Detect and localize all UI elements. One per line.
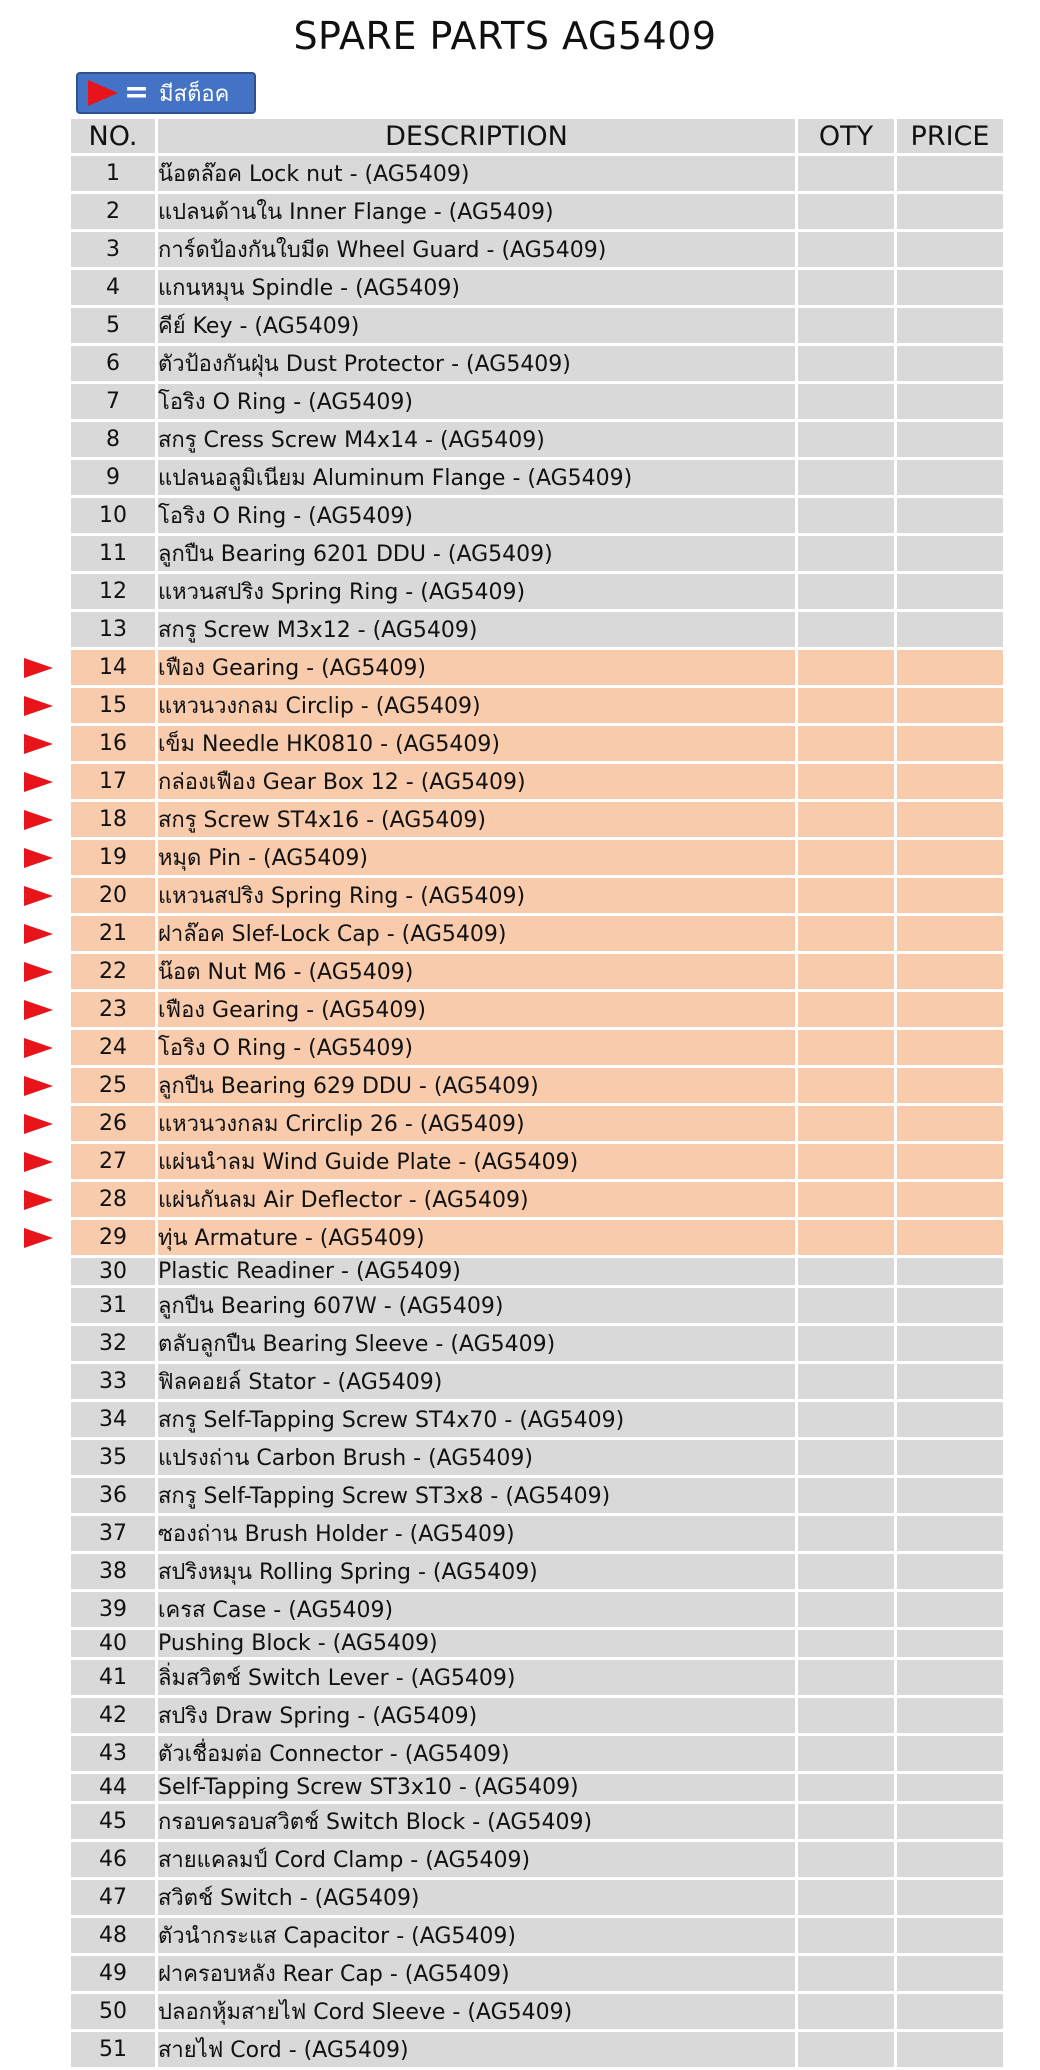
parts-table	[68, 116, 1006, 2070]
price-cell	[897, 802, 1003, 837]
stock-markers	[24, 0, 54, 1721]
price-cell	[897, 1774, 1003, 1801]
price-cell	[897, 650, 1003, 685]
price-cell	[897, 156, 1003, 191]
part-number-cell: 45	[71, 1804, 155, 1839]
price-cell	[897, 1660, 1003, 1695]
table-row	[71, 992, 1003, 1027]
part-number-cell: 27	[71, 1144, 155, 1179]
qty-cell	[798, 1994, 894, 2029]
part-description-cell: สายแคลมป์ Cord Clamp - (AG5409)	[158, 1842, 795, 1877]
part-description-cell: ลิ่มสวิตช์ Switch Lever - (AG5409)	[158, 1660, 795, 1695]
table-row	[71, 270, 1003, 305]
price-cell	[897, 1592, 1003, 1627]
part-description-cell: แผ่นนำลม Wind Guide Plate - (AG5409)	[158, 1144, 795, 1179]
part-description-cell: แปรงถ่าน Carbon Brush - (AG5409)	[158, 1440, 795, 1475]
part-number-cell: 47	[71, 1880, 155, 1915]
part-description-cell: Plastic Readiner - (AG5409)	[158, 1258, 795, 1285]
qty-cell	[798, 1220, 894, 1255]
table-row	[71, 650, 1003, 685]
part-description-cell: ปลอกหุ้มสายไฟ Cord Sleeve - (AG5409)	[158, 1994, 795, 2029]
qty-cell	[798, 2032, 894, 2067]
part-description-cell: ฝาล๊อค Slef-Lock Cap - (AG5409)	[158, 916, 795, 951]
in-stock-marker-icon	[24, 696, 53, 716]
part-description-cell: แปลนอลูมิเนียม Aluminum Flange - (AG5409)	[158, 460, 795, 495]
table-row	[71, 840, 1003, 875]
part-number-cell: 9	[71, 460, 155, 495]
table-row	[71, 1478, 1003, 1513]
in-stock-marker-icon	[24, 772, 53, 792]
price-cell	[897, 1258, 1003, 1285]
qty-cell	[798, 384, 894, 419]
table-row	[71, 1994, 1003, 2029]
qty-cell	[798, 726, 894, 761]
price-cell	[897, 1068, 1003, 1103]
part-number-cell: 12	[71, 574, 155, 609]
qty-cell	[798, 536, 894, 571]
part-number-cell: 20	[71, 878, 155, 913]
part-description-cell: ลูกปืน Bearing 629 DDU - (AG5409)	[158, 1068, 795, 1103]
price-cell	[897, 1994, 1003, 2029]
part-description-cell: เฟือง Gearing - (AG5409)	[158, 650, 795, 685]
price-cell	[897, 1804, 1003, 1839]
part-description-cell: สายไฟ Cord - (AG5409)	[158, 2032, 795, 2067]
part-number-cell: 46	[71, 1842, 155, 1877]
header-price: PRICE	[897, 119, 1003, 153]
qty-cell	[798, 1326, 894, 1361]
page-title: SPARE PARTS AG5409	[293, 14, 717, 58]
in-stock-marker-icon	[24, 1152, 53, 1172]
price-cell	[897, 840, 1003, 875]
part-number-cell: 14	[71, 650, 155, 685]
table-row	[71, 1030, 1003, 1065]
in-stock-marker-icon	[24, 924, 53, 944]
price-cell	[897, 688, 1003, 723]
part-description-cell: สกรู Self-Tapping Screw ST3x8 - (AG5409)	[158, 1478, 795, 1513]
part-description-cell: โอริง O Ring - (AG5409)	[158, 1030, 795, 1065]
qty-cell	[798, 1478, 894, 1513]
price-cell	[897, 1440, 1003, 1475]
part-description-cell: สกรู Cress Screw M4x14 - (AG5409)	[158, 422, 795, 457]
part-number-cell: 31	[71, 1288, 155, 1323]
table-row	[71, 574, 1003, 609]
table-row	[71, 194, 1003, 229]
qty-cell	[798, 1698, 894, 1733]
table-row	[71, 1144, 1003, 1179]
part-number-cell: 2	[71, 194, 155, 229]
price-cell	[897, 1030, 1003, 1065]
part-number-cell: 34	[71, 1402, 155, 1437]
part-number-cell: 36	[71, 1478, 155, 1513]
part-number-cell: 4	[71, 270, 155, 305]
price-cell	[897, 232, 1003, 267]
part-number-cell: 1	[71, 156, 155, 191]
part-number-cell: 13	[71, 612, 155, 647]
table-row	[71, 954, 1003, 989]
part-number-cell: 22	[71, 954, 155, 989]
part-number-cell: 40	[71, 1630, 155, 1657]
part-description-cell: สปริง Draw Spring - (AG5409)	[158, 1698, 795, 1733]
price-cell	[897, 308, 1003, 343]
qty-cell	[798, 1288, 894, 1323]
qty-cell	[798, 954, 894, 989]
table-row	[71, 156, 1003, 191]
qty-cell	[798, 460, 894, 495]
table-row	[71, 1288, 1003, 1323]
qty-cell	[798, 194, 894, 229]
qty-cell	[798, 232, 894, 267]
qty-cell	[798, 1516, 894, 1551]
legend-equals: =	[124, 75, 150, 110]
part-number-cell: 19	[71, 840, 155, 875]
table-row	[71, 308, 1003, 343]
qty-cell	[798, 878, 894, 913]
table-row	[71, 1630, 1003, 1657]
part-description-cell: ทุ่น Armature - (AG5409)	[158, 1220, 795, 1255]
table-row	[71, 1736, 1003, 1771]
price-cell	[897, 1182, 1003, 1217]
price-cell	[897, 878, 1003, 913]
price-cell	[897, 1106, 1003, 1141]
in-stock-marker-icon	[24, 1038, 53, 1058]
table-row	[71, 1880, 1003, 1915]
table-row	[71, 1182, 1003, 1217]
table-row	[71, 1660, 1003, 1695]
part-description-cell: การ์ดป้องกันใบมีด Wheel Guard - (AG5409)	[158, 232, 795, 267]
header-qty: OTY	[798, 119, 894, 153]
in-stock-marker-icon	[24, 1114, 53, 1134]
part-number-cell: 39	[71, 1592, 155, 1627]
price-cell	[897, 498, 1003, 533]
part-description-cell: น๊อตล๊อค Lock nut - (AG5409)	[158, 156, 795, 191]
price-cell	[897, 1918, 1003, 1953]
table-row	[71, 802, 1003, 837]
part-description-cell: สกรู Screw M3x12 - (AG5409)	[158, 612, 795, 647]
price-cell	[897, 384, 1003, 419]
price-cell	[897, 1736, 1003, 1771]
part-description-cell: แหวนวงกลม Circlip - (AG5409)	[158, 688, 795, 723]
price-cell	[897, 460, 1003, 495]
price-cell	[897, 726, 1003, 761]
part-number-cell: 16	[71, 726, 155, 761]
part-description-cell: สกรู Screw ST4x16 - (AG5409)	[158, 802, 795, 837]
qty-cell	[798, 688, 894, 723]
qty-cell	[798, 1592, 894, 1627]
price-cell	[897, 1478, 1003, 1513]
qty-cell	[798, 1880, 894, 1915]
qty-cell	[798, 650, 894, 685]
part-number-cell: 10	[71, 498, 155, 533]
table-row	[71, 536, 1003, 571]
table-header-row	[71, 119, 1003, 153]
table-row	[71, 232, 1003, 267]
part-description-cell: แหวนสปริง Spring Ring - (AG5409)	[158, 574, 795, 609]
table-row	[71, 1326, 1003, 1361]
part-number-cell: 8	[71, 422, 155, 457]
table-row	[71, 1106, 1003, 1141]
part-number-cell: 48	[71, 1918, 155, 1953]
qty-cell	[798, 1068, 894, 1103]
price-cell	[897, 954, 1003, 989]
price-cell	[897, 270, 1003, 305]
price-cell	[897, 346, 1003, 381]
table-row	[71, 916, 1003, 951]
part-number-cell: 42	[71, 1698, 155, 1733]
part-number-cell: 41	[71, 1660, 155, 1695]
table-row	[71, 1258, 1003, 1285]
part-number-cell: 35	[71, 1440, 155, 1475]
part-number-cell: 15	[71, 688, 155, 723]
part-number-cell: 3	[71, 232, 155, 267]
price-cell	[897, 764, 1003, 799]
part-number-cell: 24	[71, 1030, 155, 1065]
in-stock-marker-icon	[24, 1000, 53, 1020]
part-description-cell: เข็ม Needle HK0810 - (AG5409)	[158, 726, 795, 761]
table-row	[71, 878, 1003, 913]
price-cell	[897, 992, 1003, 1027]
in-stock-marker-icon	[24, 1190, 53, 1210]
part-number-cell: 28	[71, 1182, 155, 1217]
qty-cell	[798, 1918, 894, 1953]
price-cell	[897, 2032, 1003, 2067]
table-row	[71, 1364, 1003, 1399]
table-row	[71, 422, 1003, 457]
part-description-cell: เฟือง Gearing - (AG5409)	[158, 992, 795, 1027]
price-cell	[897, 422, 1003, 457]
part-description-cell: ฟิลคอยล์ Stator - (AG5409)	[158, 1364, 795, 1399]
part-description-cell: คีย์ Key - (AG5409)	[158, 308, 795, 343]
part-description-cell: สวิตช์ Switch - (AG5409)	[158, 1880, 795, 1915]
price-cell	[897, 1220, 1003, 1255]
part-description-cell: แผ่นกันลม Air Deflector - (AG5409)	[158, 1182, 795, 1217]
part-description-cell: แหวนวงกลม Crirclip 26 - (AG5409)	[158, 1106, 795, 1141]
table-row	[71, 1068, 1003, 1103]
price-cell	[897, 1364, 1003, 1399]
part-number-cell: 29	[71, 1220, 155, 1255]
part-description-cell: หมุด Pin - (AG5409)	[158, 840, 795, 875]
part-description-cell: ตัวป้องกันฝุ่น Dust Protector - (AG5409)	[158, 346, 795, 381]
part-description-cell: ตลับลูกปืน Bearing Sleeve - (AG5409)	[158, 1326, 795, 1361]
qty-cell	[798, 346, 894, 381]
qty-cell	[798, 612, 894, 647]
price-cell	[897, 1326, 1003, 1361]
qty-cell	[798, 574, 894, 609]
header-description: DESCRIPTION	[158, 119, 795, 153]
qty-cell	[798, 1402, 894, 1437]
part-description-cell: ตัวเชื่อมต่อ Connector - (AG5409)	[158, 1736, 795, 1771]
part-number-cell: 26	[71, 1106, 155, 1141]
price-cell	[897, 1516, 1003, 1551]
part-description-cell: กรอบครอบสวิตช์ Switch Block - (AG5409)	[158, 1804, 795, 1839]
in-stock-marker-icon	[24, 962, 53, 982]
table-row	[71, 346, 1003, 381]
price-cell	[897, 612, 1003, 647]
in-stock-marker-icon	[24, 886, 53, 906]
part-number-cell: 51	[71, 2032, 155, 2067]
part-description-cell: แหวนสปริง Spring Ring - (AG5409)	[158, 878, 795, 913]
legend-label: มีสต็อค	[159, 81, 230, 107]
table-row	[71, 688, 1003, 723]
price-cell	[897, 536, 1003, 571]
part-description-cell: แปลนด้านใน Inner Flange - (AG5409)	[158, 194, 795, 229]
qty-cell	[798, 498, 894, 533]
qty-cell	[798, 916, 894, 951]
qty-cell	[798, 1106, 894, 1141]
qty-cell	[798, 422, 894, 457]
qty-cell	[798, 1258, 894, 1285]
price-cell	[897, 1698, 1003, 1733]
qty-cell	[798, 1736, 894, 1771]
part-number-cell: 17	[71, 764, 155, 799]
part-description-cell: โอริง O Ring - (AG5409)	[158, 498, 795, 533]
price-cell	[897, 1554, 1003, 1589]
table-row	[71, 384, 1003, 419]
qty-cell	[798, 1554, 894, 1589]
part-number-cell: 50	[71, 1994, 155, 2029]
qty-cell	[798, 1660, 894, 1695]
part-number-cell: 11	[71, 536, 155, 571]
part-description-cell: น๊อต Nut M6 - (AG5409)	[158, 954, 795, 989]
qty-cell	[798, 1182, 894, 1217]
part-description-cell: ลูกปืน Bearing 6201 DDU - (AG5409)	[158, 536, 795, 571]
part-number-cell: 6	[71, 346, 155, 381]
stock-legend	[76, 72, 256, 114]
table-row	[71, 1440, 1003, 1475]
table-row	[71, 1842, 1003, 1877]
part-description-cell: ตัวนำกระแส Capacitor - (AG5409)	[158, 1918, 795, 1953]
qty-cell	[798, 1842, 894, 1877]
part-description-cell: ฝาครอบหลัง Rear Cap - (AG5409)	[158, 1956, 795, 1991]
part-number-cell: 21	[71, 916, 155, 951]
price-cell	[897, 1630, 1003, 1657]
table-row	[71, 764, 1003, 799]
part-number-cell: 37	[71, 1516, 155, 1551]
part-description-cell: เครส Case - (AG5409)	[158, 1592, 795, 1627]
table-row	[71, 460, 1003, 495]
table-row	[71, 726, 1003, 761]
price-cell	[897, 1402, 1003, 1437]
in-stock-marker-icon	[24, 734, 53, 754]
qty-cell	[798, 156, 894, 191]
qty-cell	[798, 1364, 894, 1399]
part-number-cell: 23	[71, 992, 155, 1027]
table-row	[71, 1774, 1003, 1801]
table-row	[71, 1918, 1003, 1953]
price-cell	[897, 1956, 1003, 1991]
in-stock-marker-icon	[24, 1076, 53, 1096]
part-number-cell: 25	[71, 1068, 155, 1103]
table-row	[71, 1402, 1003, 1437]
qty-cell	[798, 1774, 894, 1801]
in-stock-marker-icon	[24, 658, 53, 678]
table-row	[71, 612, 1003, 647]
qty-cell	[798, 764, 894, 799]
price-cell	[897, 916, 1003, 951]
part-number-cell: 18	[71, 802, 155, 837]
qty-cell	[798, 1804, 894, 1839]
part-description-cell: สกรู Self-Tapping Screw ST4x70 - (AG5409)	[158, 1402, 795, 1437]
part-description-cell: แกนหมุน Spindle - (AG5409)	[158, 270, 795, 305]
qty-cell	[798, 308, 894, 343]
qty-cell	[798, 802, 894, 837]
part-description-cell: สปริงหมุน Rolling Spring - (AG5409)	[158, 1554, 795, 1589]
part-number-cell: 44	[71, 1774, 155, 1801]
qty-cell	[798, 840, 894, 875]
part-description-cell: ลูกปืน Bearing 607W - (AG5409)	[158, 1288, 795, 1323]
in-stock-marker-icon	[24, 810, 53, 830]
in-stock-marker-icon	[88, 80, 118, 106]
part-number-cell: 33	[71, 1364, 155, 1399]
table-row	[71, 1554, 1003, 1589]
table-row	[71, 498, 1003, 533]
price-cell	[897, 574, 1003, 609]
part-description-cell: Self-Tapping Screw ST3x10 - (AG5409)	[158, 1774, 795, 1801]
part-number-cell: 49	[71, 1956, 155, 1991]
qty-cell	[798, 1144, 894, 1179]
qty-cell	[798, 1030, 894, 1065]
in-stock-marker-icon	[24, 1228, 53, 1248]
qty-cell	[798, 1956, 894, 1991]
part-description-cell: Pushing Block - (AG5409)	[158, 1630, 795, 1657]
part-number-cell: 30	[71, 1258, 155, 1285]
price-cell	[897, 1880, 1003, 1915]
qty-cell	[798, 1440, 894, 1475]
part-number-cell: 5	[71, 308, 155, 343]
table-row	[71, 1220, 1003, 1255]
table-row	[71, 1516, 1003, 1551]
in-stock-marker-icon	[24, 848, 53, 868]
table-row	[71, 1698, 1003, 1733]
qty-cell	[798, 270, 894, 305]
qty-cell	[798, 1630, 894, 1657]
header-no: NO.	[71, 119, 155, 153]
part-description-cell: กล่องเฟือง Gear Box 12 - (AG5409)	[158, 764, 795, 799]
qty-cell	[798, 992, 894, 1027]
table-row	[71, 1956, 1003, 1991]
part-description-cell: โอริง O Ring - (AG5409)	[158, 384, 795, 419]
price-cell	[897, 194, 1003, 229]
price-cell	[897, 1144, 1003, 1179]
table-row	[71, 2032, 1003, 2067]
table-row	[71, 1592, 1003, 1627]
part-number-cell: 32	[71, 1326, 155, 1361]
price-cell	[897, 1842, 1003, 1877]
price-cell	[897, 1288, 1003, 1323]
part-number-cell: 43	[71, 1736, 155, 1771]
part-number-cell: 38	[71, 1554, 155, 1589]
part-description-cell: ซองถ่าน Brush Holder - (AG5409)	[158, 1516, 795, 1551]
table-row	[71, 1804, 1003, 1839]
part-number-cell: 7	[71, 384, 155, 419]
